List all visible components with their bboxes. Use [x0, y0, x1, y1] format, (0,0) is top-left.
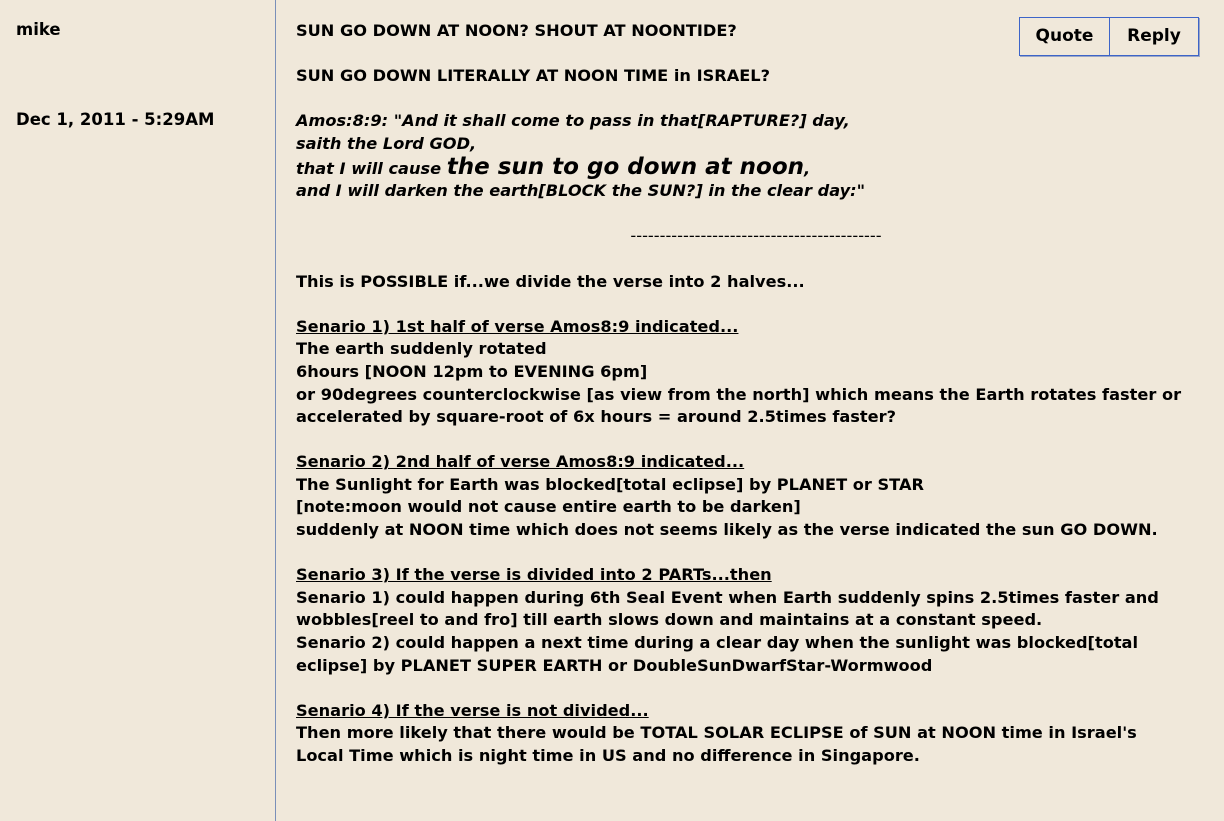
post-body [296, 20, 1206, 768]
scenario-text: Senario 1) could happen during 6th Seal Event when Earth suddenly spins 2.5times faster and [296, 587, 1159, 607]
scenario-text: [note:moon would not cause entire earth to be darken] [296, 497, 801, 517]
post-author-sidebar [0, 0, 276, 821]
scenario-text: suddenly at NOON time which does not seems likely as the verse indicated the sun GO DOWN. [296, 520, 1158, 540]
scenario-heading: Senario 4) If the verse is not divided... [296, 700, 649, 720]
post-subheadline: SUN GO DOWN LITERALLY AT NOON TIME in ISRAEL? [296, 66, 771, 86]
scenario-1 [296, 316, 1206, 429]
scenario-text: accelerated by square-root of 6x hours = around 2.5times faster? [296, 407, 897, 427]
verse-emphasis: the sun to go down at noon [446, 153, 805, 180]
scenario-text: Then more likely that there would be TOTAL SOLAR ECLIPSE of SUN at NOON time in Israel's [296, 723, 1137, 743]
scenario-heading: Senario 3) If the verse is divided into 2 PARTs...then [296, 565, 772, 585]
verse-line-prefix: that I will cause [296, 158, 447, 178]
reply-button[interactable]: Reply [1110, 18, 1198, 55]
scenario-3 [296, 564, 1206, 677]
scenario-text: eclipse] by PLANET SUPER EARTH or DoubleSunDwarfStar-Wormwood [296, 655, 933, 675]
scenario-heading: Senario 1) 1st half of verse Amos8:9 indicated... [296, 316, 739, 336]
divider-line: ------------------------------------------- [630, 226, 882, 246]
verse-line: Amos:8:9: "And it shall come to pass in that[RAPTURE?] day, [296, 111, 850, 131]
scenario-text: wobbles[reel to and fro] till earth slows down and maintains at a constant speed. [296, 610, 1043, 630]
scenario-heading: Senario 2) 2nd half of verse Amos8:9 indicated... [296, 452, 745, 472]
scenario-2 [296, 451, 1206, 541]
verse-line [296, 153, 1206, 181]
intro-text: This is POSSIBLE if...we divide the verse into 2 halves... [296, 271, 805, 291]
scenario-text: The Sunlight for Earth was blocked[total eclipse] by PLANET or STAR [296, 474, 924, 494]
scenario-text: Local Time which is night time in US and no difference in Singapore. [296, 746, 920, 765]
post-headline: SUN GO DOWN AT NOON? SHOUT AT NOONTIDE? [296, 21, 737, 40]
scenario-text: 6hours [NOON 12pm to EVENING 6pm] [296, 361, 648, 381]
verse-line: saith the Lord GOD, [296, 133, 477, 153]
verse-line: and I will darken the earth[BLOCK the SUN?] in the clear day:" [296, 181, 866, 201]
scenario-text: or 90degrees counterclockwise [as view from the north] which means the Earth rotates faster or [296, 384, 1182, 404]
scenario-text: The earth suddenly rotated [296, 339, 547, 359]
quote-button[interactable]: Quote [1020, 18, 1110, 55]
scenario-text: Senario 2) could happen a next time during a clear day when the sunlight was blocked[total [296, 633, 1139, 653]
verse-quote [296, 110, 1206, 202]
author-name[interactable]: mike [16, 20, 61, 39]
scenario-4 [296, 700, 1206, 768]
verse-line-suffix: , [804, 158, 811, 178]
post-date: Dec 1, 2011 - 5:29AM [16, 110, 215, 129]
